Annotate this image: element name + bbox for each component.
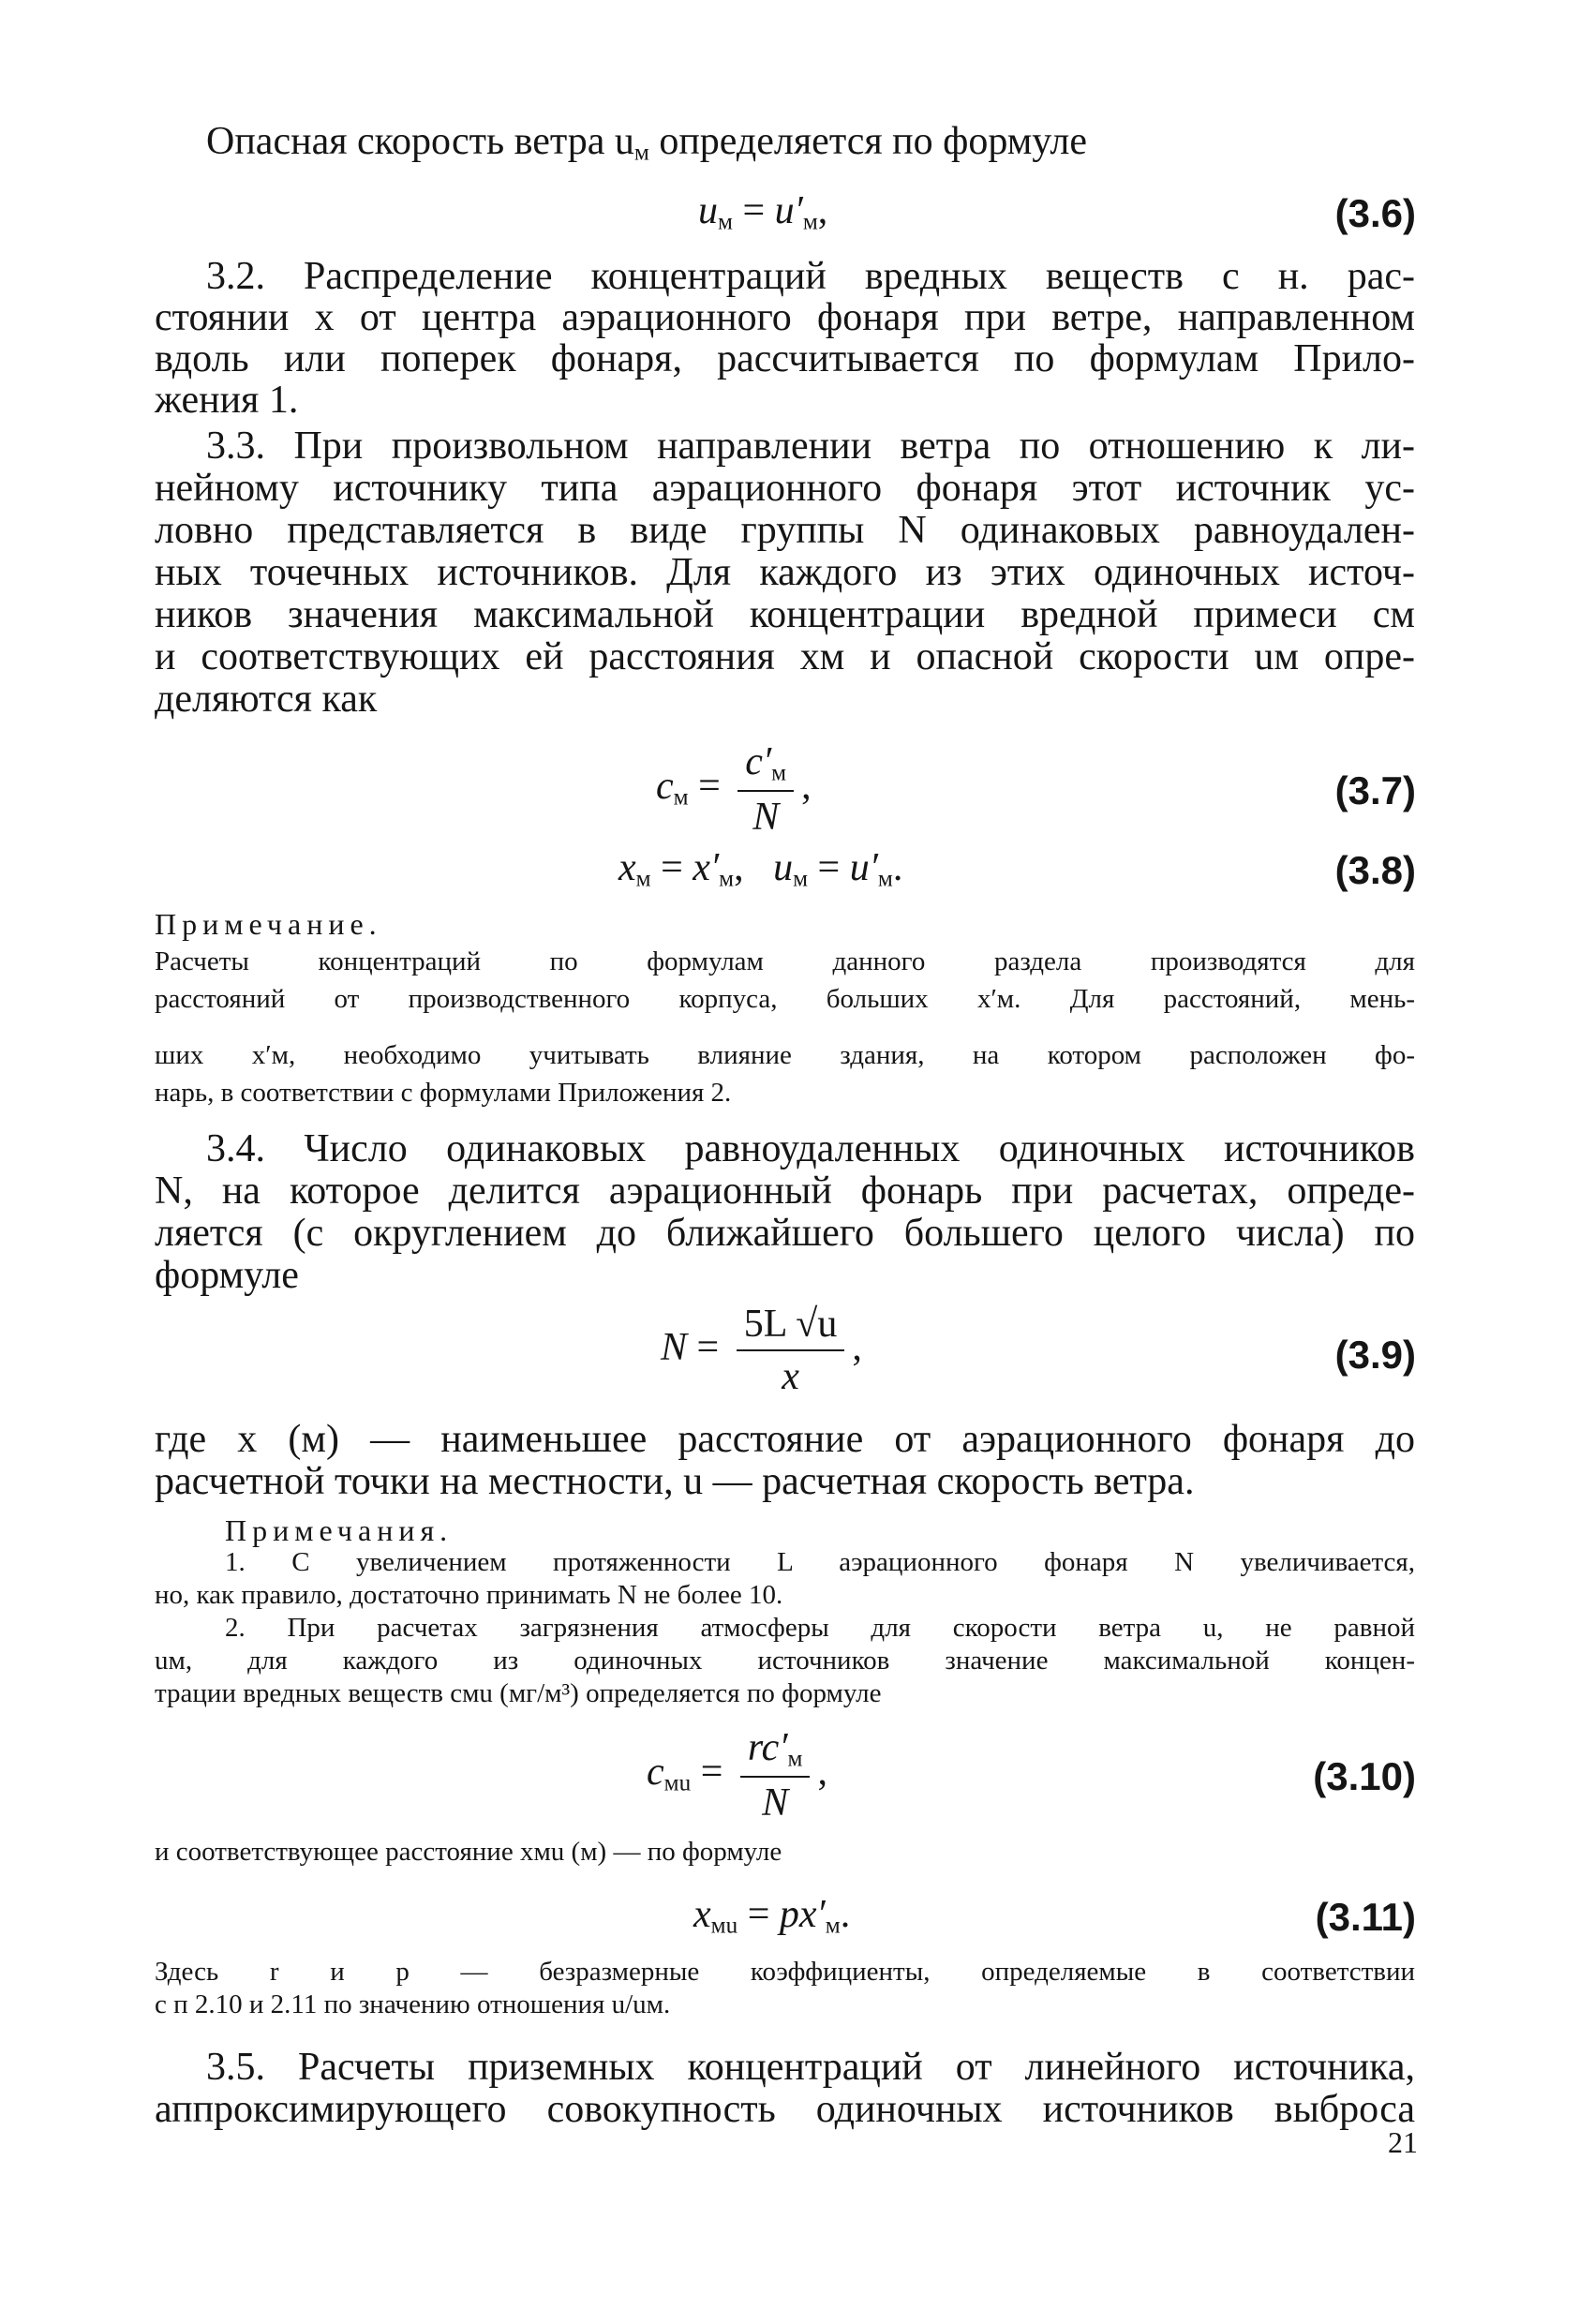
note2-line-3: 2. При расчетах загрязнения атмосферы для скорости ветра u, не равной [225,1613,1415,1643]
fraction-3-10: $\frac{rc'_м}{N}$ [740,1726,811,1825]
s34-after-line-2: расчетной точки на местности, u — расчетная скорость ветра. [155,1460,1195,1503]
s35-line-2: аппроксимирующего совокупность одиночных источников выброса [155,2088,1415,2131]
s34-line-4: формуле [155,1254,299,1297]
s33-line-1: 3.3. При произвольном направлении ветра по отношению к ли- [206,425,1415,468]
note2-line-4: uм, для каждого из одиночных источников значение максимальной концен- [155,1646,1415,1676]
s34-line-3: ляется (с округлением до ближайшего большего целого числа) по [155,1212,1415,1255]
note1-line-3: ших x′м, необходимо учитывать влияние здания, на котором расположен фо- [155,1040,1415,1070]
equation-number-3-8: (3.8) [1334,848,1416,892]
note2-end-line-2: с п 2.10 и 2.11 по значению отношения u/uм. [155,1989,671,2019]
s34-after-line-1: где x (м) — наименьшее расстояние от аэрационного фонаря до [155,1418,1415,1461]
note-heading: Примечание. [155,907,382,941]
s35-line-1: 3.5. Расчеты приземных концентраций от линейного источника, [206,2046,1415,2089]
equation-3-7: $c_м$ = $\frac{c'_м}{N}$ , [656,740,812,840]
note2-line-5: трации вредных веществ cмu (мг/м³) определяется по формуле [155,1678,882,1708]
page-number: 21 [1388,2125,1418,2159]
s33-line-2: нейному источнику типа аэрационного фонаря этот источник ус- [155,467,1415,510]
equation-3-6: $u_м = u'_м$, [698,189,828,235]
equation-3-9: N = $\frac{5L √u}{x}$ , [661,1303,862,1399]
fraction-3-7: $\frac{c'_м}{N}$ [737,740,794,839]
intro-line: Опасная скорость ветра $u_м$ определяется по формуле [206,120,1088,166]
equation-number-3-7: (3.7) [1334,768,1416,812]
s34-line-2: N, на которое делится аэрационный фонарь при расчетах, опреде- [155,1169,1415,1213]
notes-heading: Примечания. [225,1513,454,1547]
note2-line-1: 1. С увеличением протяженности L аэрационного фонаря N увеличивается, [225,1547,1415,1577]
s34-line-1: 3.4. Число одинаковых равноудаленных одиночных источников [206,1127,1415,1170]
s32-line-4: жения 1. [155,379,299,422]
s33-line-6: и соответствующих ей расстояния xм и опасной скорости uм опре- [155,635,1415,678]
s33-line-5: ников значения максимальной концентрации вредной примеси cм [155,593,1415,636]
note1-line-4: нарь, в соответствии с формулами Приложения 2. [155,1078,732,1108]
note2-mid-line: и соответствующее расстояние xмu (м) — по формуле [155,1837,782,1867]
note2-line-2: но, как правило, достаточно принимать N не более 10. [155,1580,783,1610]
equation-3-10: $c_{мu}$ = $\frac{rc'_м}{N}$ , [647,1726,827,1825]
note1-line-1: Расчеты концентраций по формулам данного раздела производятся для [155,946,1415,976]
note2-end-line-1: Здесь r и p — безразмерные коэффициенты, определяемые в соответствии [155,1957,1415,1987]
fraction-3-9: $\frac{5L √u}{x}$ [737,1303,845,1398]
s32-line-1: 3.2. Распределение концентраций вредных веществ с н. рас- [206,255,1415,298]
equation-3-8: $x_м = x'_м$, $u_м = u'_м$. [618,846,903,892]
equation-number-3-10: (3.10) [1313,1754,1416,1798]
s33-line-4: ных точечных источников. Для каждого из этих одиночных источ- [155,551,1415,594]
note1-line-2: расстояний от производственного корпуса, больших x′м. Для расстояний, мень- [155,984,1415,1014]
s33-line-7: деляются как [155,678,378,721]
equation-number-3-11: (3.11) [1315,1895,1416,1939]
equation-number-3-9: (3.9) [1334,1333,1416,1377]
equation-3-11: $x_{мu} = px'_м$. [693,1893,851,1939]
equation-number-3-6: (3.6) [1334,191,1416,235]
s33-line-3: ловно представляется в виде группы N одинаковых равноудален- [155,509,1415,552]
s32-line-2: стоянии x от центра аэрационного фонаря при ветре, направленном [155,296,1415,339]
s32-line-3: вдоль или поперек фонаря, рассчитывается по формулам Прило- [155,337,1415,380]
